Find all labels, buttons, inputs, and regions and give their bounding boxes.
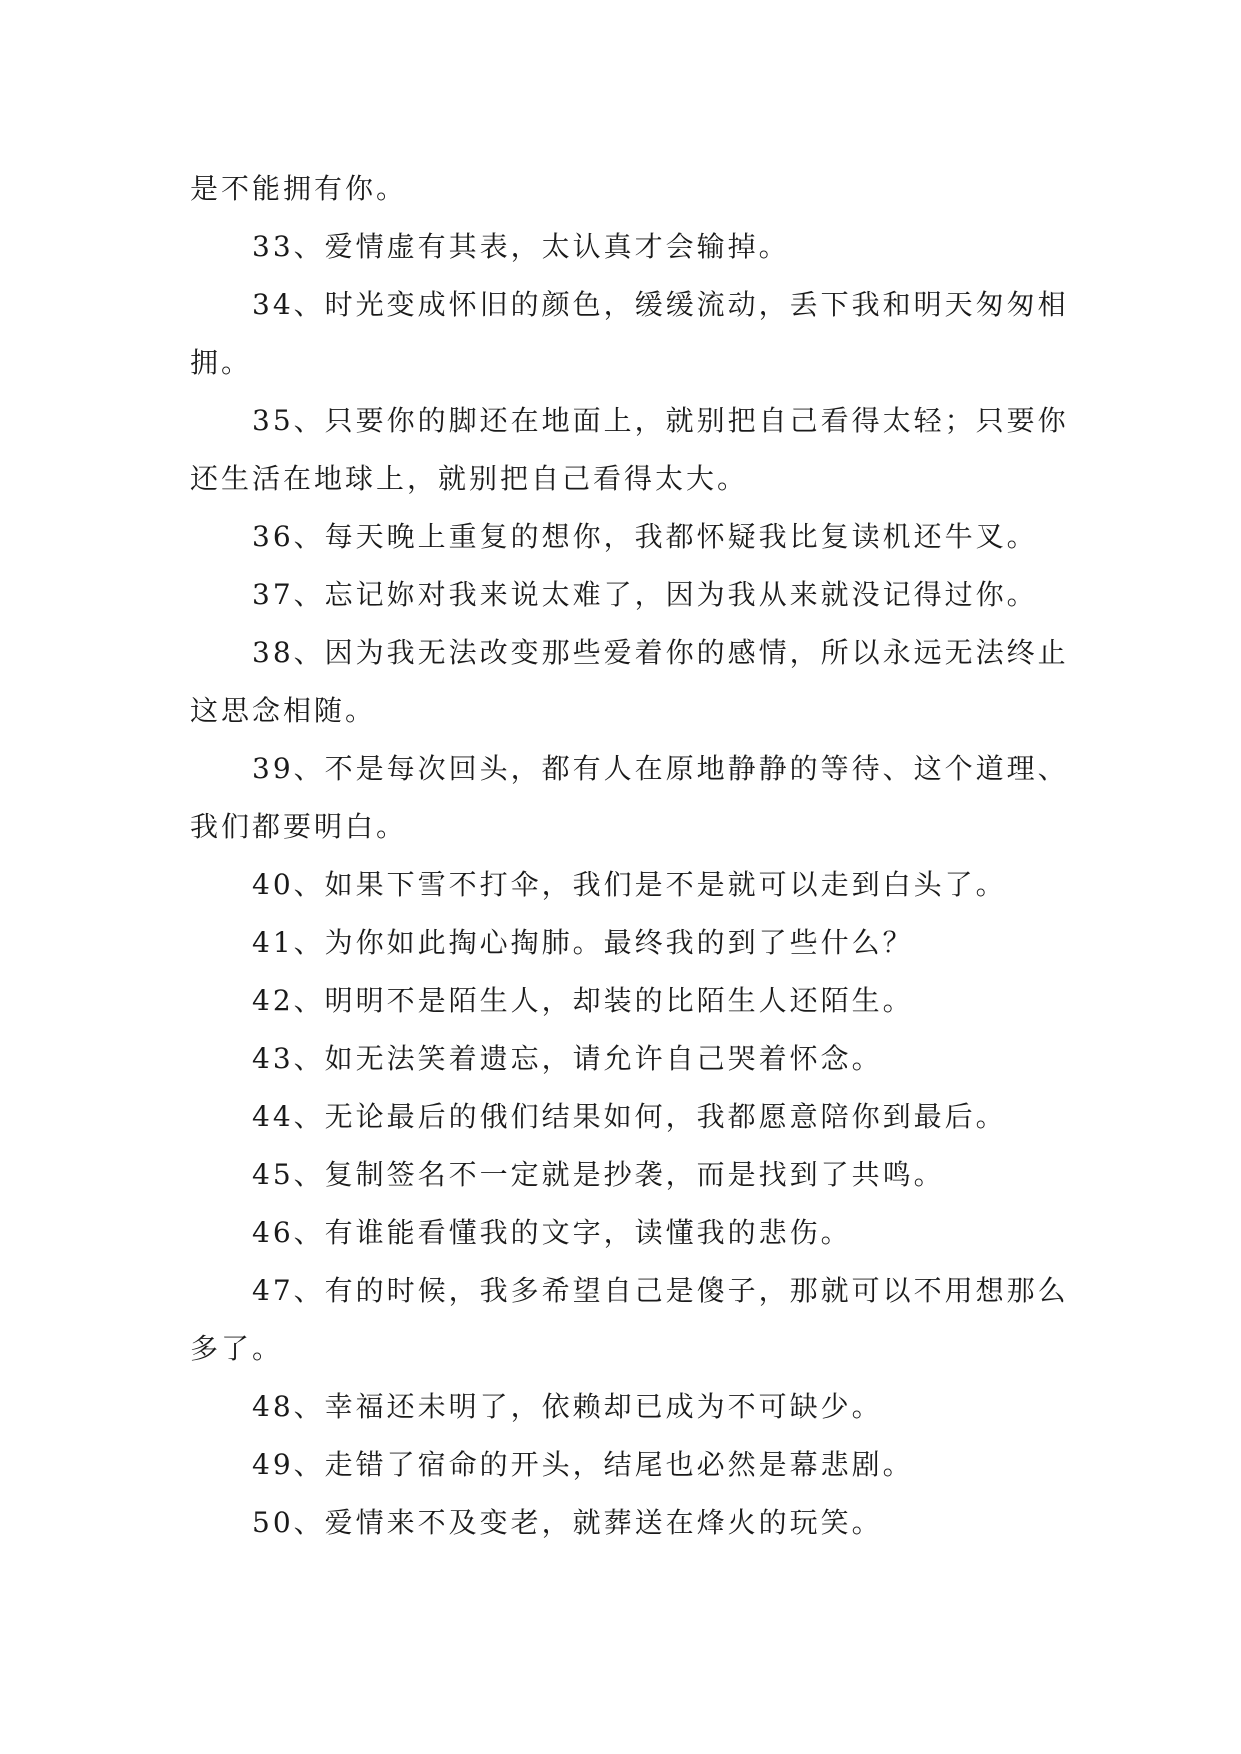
- paragraph: 35、只要你的脚还在地面上，就别把自己看得太轻；只要你还生活在地球上，就别把自己看得太大。: [190, 404, 1069, 495]
- paragraph: 44、无论最后的俄们结果如何，我都愿意陪你到最后。: [252, 1100, 1007, 1133]
- paragraph: 48、幸福还未明了，依赖却已成为不可缺少。: [252, 1390, 883, 1423]
- paragraph: 34、时光变成怀旧的颜色，缓缓流动，丢下我和明天匆匆相拥。: [190, 288, 1069, 379]
- paragraph: 37、忘记妳对我来说太难了，因为我从来就没记得过你。: [252, 578, 1038, 611]
- paragraph: 是不能拥有你。: [190, 172, 408, 205]
- paragraph: 40、如果下雪不打伞，我们是不是就可以走到白头了。: [252, 868, 1007, 901]
- paragraph: 47、有的时候，我多希望自己是傻子，那就可以不用想那么多了。: [190, 1274, 1069, 1365]
- paragraph: 43、如无法笑着遗忘，请允许自己哭着怀念。: [252, 1042, 883, 1075]
- paragraph: 42、明明不是陌生人，却装的比陌生人还陌生。: [252, 984, 914, 1017]
- paragraph: 41、为你如此掏心掏肺。最终我的到了些什么？: [252, 926, 914, 959]
- document-body: [190, 160, 1070, 1552]
- paragraph: 50、爱情来不及变老，就葬送在烽火的玩笑。: [252, 1506, 883, 1539]
- paragraph: 33、爱情虚有其表，太认真才会输掉。: [252, 230, 790, 263]
- paragraph: 39、不是每次回头，都有人在原地静静的等待、这个道理、我们都要明白。: [190, 752, 1069, 843]
- paragraph: 49、走错了宿命的开头，结尾也必然是幕悲剧。: [252, 1448, 914, 1481]
- paragraph: 46、有谁能看懂我的文字，读懂我的悲伤。: [252, 1216, 852, 1249]
- paragraph: 38、因为我无法改变那些爱着你的感情，所以永远无法终止这思念相随。: [190, 636, 1069, 727]
- paragraph: 36、每天晚上重复的想你，我都怀疑我比复读机还牛叉。: [252, 520, 1038, 553]
- paragraph: 45、复制签名不一定就是抄袭，而是找到了共鸣。: [252, 1158, 945, 1191]
